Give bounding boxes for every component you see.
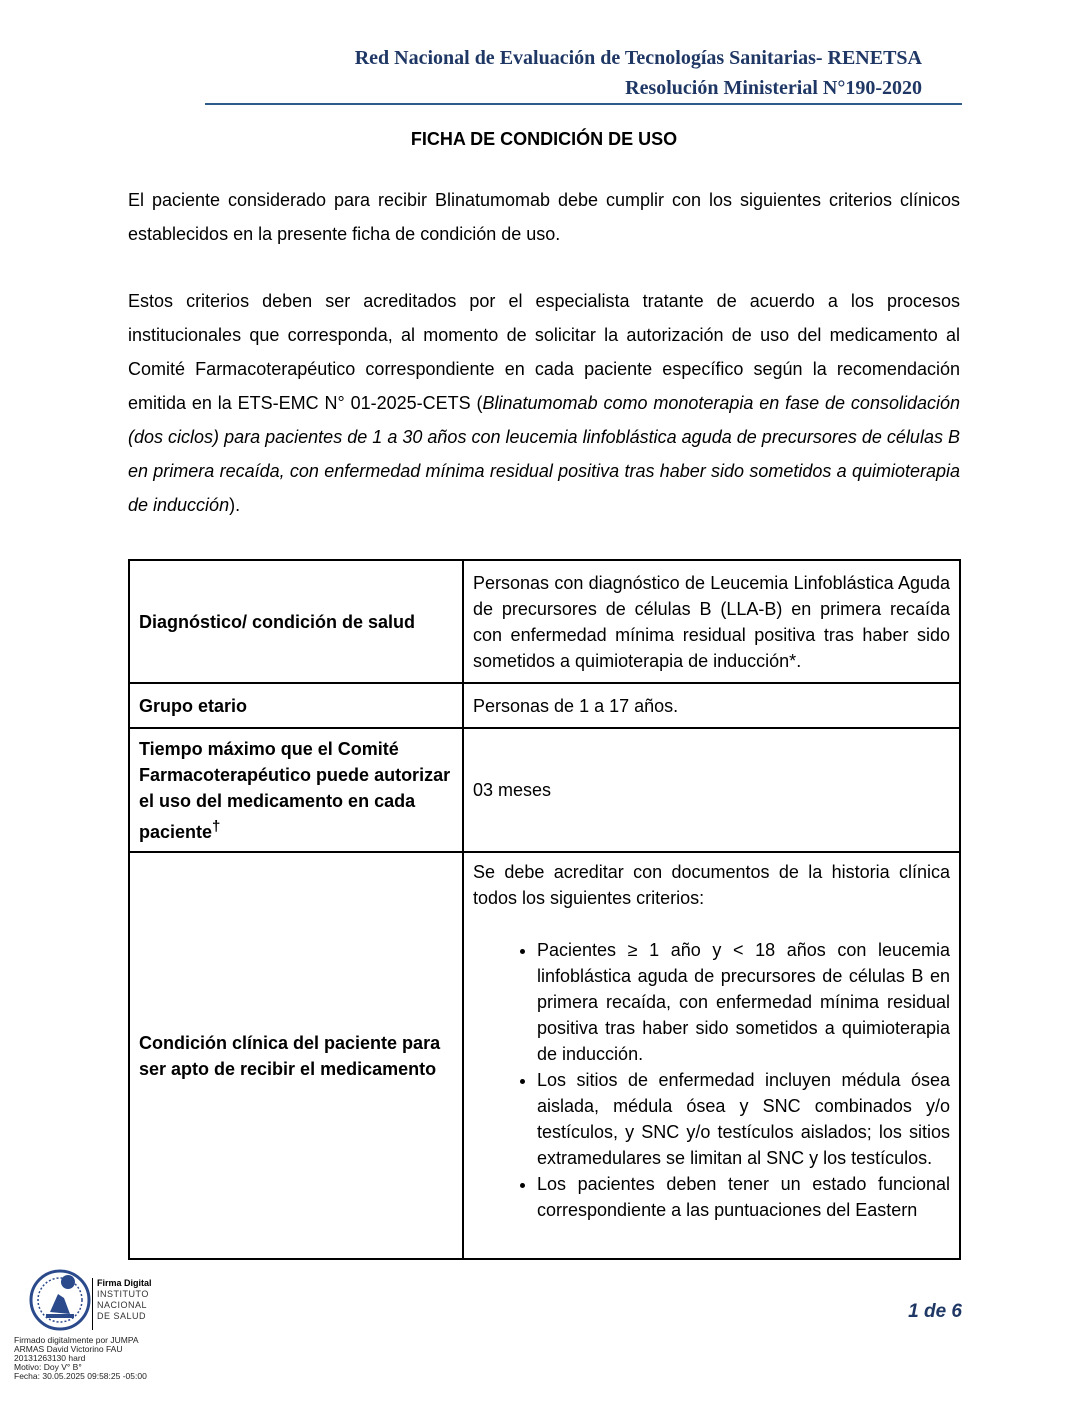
criteria-paragraph	[128, 284, 960, 522]
signature-line: INSTITUTO	[97, 1289, 149, 1299]
row-label: Diagnóstico/ condición de salud	[129, 560, 463, 683]
row-label: Grupo etario	[129, 683, 463, 728]
criteria-list	[473, 937, 950, 1223]
signature-metadata	[14, 1336, 147, 1381]
signature-meta-line: ARMAS David Victorino FAU	[14, 1344, 123, 1354]
signature-meta-line: 20131263130 hard	[14, 1353, 86, 1363]
conditions-table	[128, 559, 961, 1260]
list-item: • Los sitios de enfermedad incluyen médula ósea aislada, médula ósea y SNC combinados y/o testículos, y SNC y/o testículos aislados; los sitios extramedulares se limitan al SNC y los testículos.	[537, 1067, 950, 1171]
signature-meta-line: Motivo: Doy V° B°	[14, 1362, 82, 1372]
list-item: • Los pacientes deben tener un estado funcional correspondiente a las puntuaciones del Eastern	[537, 1171, 950, 1223]
criteria-end: ).	[229, 495, 241, 515]
signature-meta-line: Fecha: 30.05.2025 09:58:25 -05:00	[14, 1371, 147, 1381]
row-value: 03 meses	[463, 728, 960, 852]
table-row	[129, 683, 960, 728]
row-value: Personas de 1 a 17 años.	[463, 683, 960, 728]
criteria-text: Estos criterios deben ser acreditados por el especialista tratante de acuerdo a los procesos institucionales que corresponda, al momento de solicitar la autorización de uso del medicamento al Comité Farmacoterapéutico correspondiente en cada paciente específico según la recomendación emitida en la ETS-EMC N° 01-2025-CETS (	[128, 291, 960, 413]
signature-line: NACIONAL	[97, 1300, 148, 1310]
header-divider	[205, 103, 962, 105]
row-label-text: Tiempo máximo que el Comité Farmacoterapéutico puede autorizar el uso del medicamento en cada paciente	[139, 738, 451, 842]
row-label: Condición clínica del paciente para ser apto de recibir el medicamento	[129, 852, 463, 1259]
page-title: FICHA DE CONDICIÓN DE USO	[410, 129, 678, 149]
page-number: 1 de 6	[908, 1301, 962, 1322]
row-value: Personas con diagnóstico de Leucemia Linfoblástica Aguda de precursores de células B (LLA-B) en primera recaída con enfermedad mínima residual positiva tras haber sido sometidos a quimioterapia de inducción*.	[463, 560, 960, 683]
criteria-intro: Se debe acreditar con documentos de la historia clínica todos los siguientes criterios:	[473, 862, 950, 908]
row-value	[463, 852, 960, 1259]
table-row	[129, 560, 960, 683]
table-row	[129, 852, 960, 1259]
digital-signature-box	[92, 1278, 159, 1330]
table-row	[129, 728, 960, 852]
list-item: • Pacientes ≥ 1 año y < 18 años con leucemia linfoblástica aguda de precursores de células B en primera recaída, con enfermedad mínima residual positiva tras haber sido sometidos a quimioterapia de inducción.	[537, 937, 950, 1067]
signature-line: DE SALUD	[97, 1311, 147, 1321]
row-label	[129, 728, 463, 852]
dagger-footnote-mark: †	[212, 817, 221, 835]
intro-paragraph: El paciente considerado para recibir Blinatumomab debe cumplir con los siguientes criterios clínicos establecidos en la presente ficha de condición de uso.	[128, 190, 960, 244]
header-line-2: Resolución Ministerial N°190-2020	[625, 77, 922, 99]
criteria-italic-text: Blinatumomab como monoterapia en fase de consolidación (dos ciclos) para pacientes de 1 a 30 años con leucemia linfoblástica aguda de precursores de células B en primera recaída, con enfermedad mínima residual positiva tras haber sido sometidos a quimioterapia de inducción	[128, 393, 960, 515]
institute-seal-logo	[28, 1268, 92, 1332]
header-line-1: Red Nacional de Evaluación de Tecnologías Sanitarias- RENETSA	[354, 47, 922, 69]
signature-meta-line: Firmado digitalmente por JUMPA	[14, 1335, 139, 1345]
signature-title: Firma Digital	[97, 1278, 152, 1288]
